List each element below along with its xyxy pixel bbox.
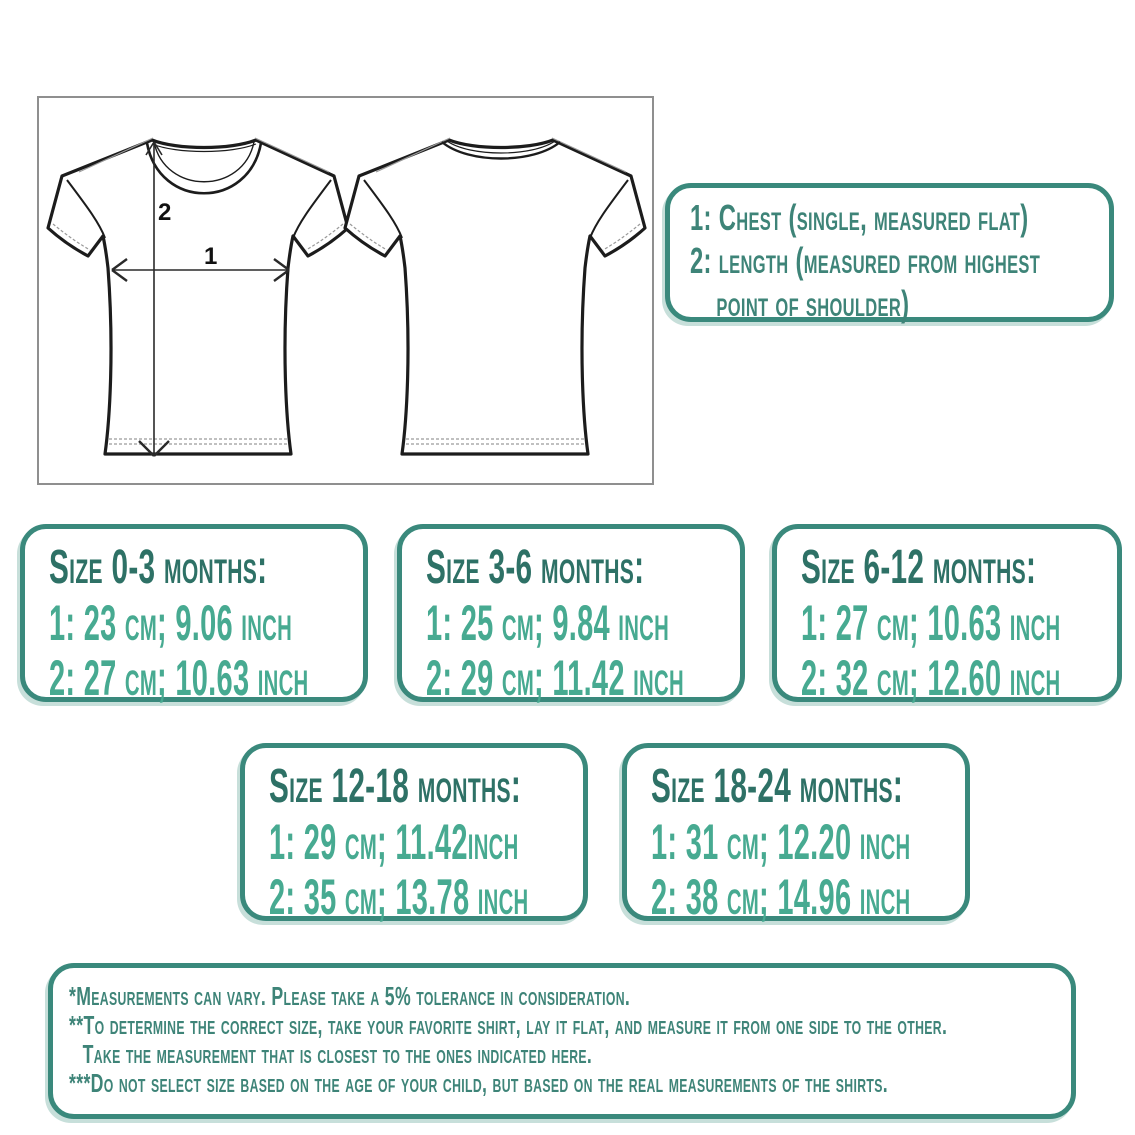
size-box-title: Size 6-12 months: [801, 541, 1037, 594]
tshirt-back-drawing [345, 138, 645, 454]
legend-line-length-cont: point of shoulder) [716, 283, 910, 324]
footnote-how-to-measure: **To determine the correct size, take your favorite shirt, lay it flat, and measure it from one side to the other. [69, 1010, 948, 1040]
tshirt-diagram [39, 98, 652, 483]
size-box-length-value: 2: 35 cm; 13.78 inch [269, 869, 529, 925]
legend-line-length: 2: length (measured from highest [690, 240, 1041, 281]
size-box-chest-value: 1: 29 cm; 11.42inch [269, 814, 519, 870]
size-box-title: Size 18-24 months: [651, 760, 904, 813]
size-box-title: Size 3-6 months: [426, 541, 645, 594]
measurement-notes-box [48, 963, 1076, 1119]
tshirt-front-drawing [48, 138, 348, 454]
size-box-length-value: 2: 29 cm; 11.42 inch [426, 650, 684, 706]
size-box-title: Size 12-18 months: [269, 760, 522, 813]
size-box-18-24-months [622, 743, 970, 925]
size-box-length-value: 2: 27 cm; 10.63 inch [49, 650, 309, 706]
size-box-chest-value: 1: 23 cm; 9.06 inch [49, 595, 293, 651]
size-box-chest-value: 1: 31 cm; 12.20 inch [651, 814, 911, 870]
size-box-length-value: 2: 32 cm; 12.60 inch [801, 650, 1061, 706]
measurement-legend-box [665, 183, 1114, 322]
chest-arrow-label: 1 [204, 243, 218, 270]
size-box-3-6-months [397, 524, 745, 706]
size-box-chest-value: 1: 27 cm; 10.63 inch [801, 595, 1061, 651]
size-box-chest-value: 1: 25 cm; 9.84 inch [426, 595, 670, 651]
size-box-12-18-months [240, 743, 588, 925]
footnote-age-warning: ***Do not select size based on the age of your child, but based on the real measurements of the shirts. [69, 1068, 888, 1098]
length-arrow-label: 2 [158, 199, 172, 226]
footnote-how-to-measure-cont: Take the measurement that is closest to the ones indicated here. [82, 1039, 593, 1069]
footnote-tolerance: *Measurements can vary. Please take a 5% tolerance in consideration. [69, 981, 631, 1011]
size-box-title: Size 0-3 months: [49, 541, 268, 594]
size-box-0-3-months [20, 524, 368, 706]
legend-line-chest: 1: Chest (single, measured flat) [690, 197, 1029, 238]
tshirt-diagram-box [37, 96, 654, 485]
size-box-6-12-months [772, 524, 1122, 706]
size-box-length-value: 2: 38 cm; 14.96 inch [651, 869, 911, 925]
